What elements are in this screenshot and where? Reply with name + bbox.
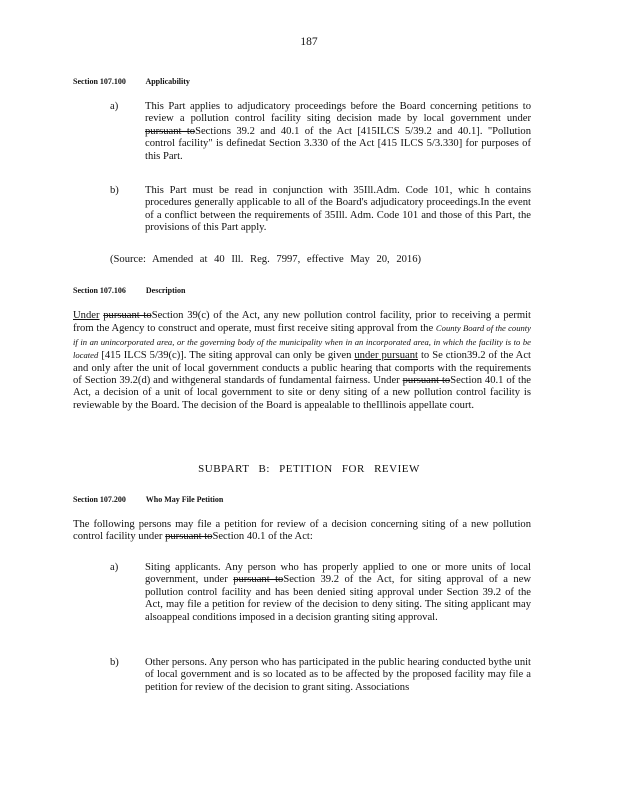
section-title: Who May File Petition xyxy=(145,495,224,504)
inserted-text: under pursuant xyxy=(354,350,418,362)
page-number: 187 xyxy=(300,36,318,48)
section-heading-107-100 xyxy=(73,76,208,88)
quoted-statute-text: County Board of the county if in an unincorporated area, or the governing body of the municipality when in an incorporated area, in which the facility is to be located xyxy=(73,323,531,361)
source-note: (Source: Amended at 40 Ill. Reg. 7997, effective May 20, 2016) xyxy=(110,254,422,265)
description-paragraph: Under pursuant toSection 39(c) of the Act, any new pollution control facility, prior to receiving a permit from the Agency to construct and operate, must first receive siting approval from the County Board of the county if in an unincorporated area, or the governing body of the municipality when in an incorporated area, in which the facility is to be located [415 ILCS 5/39(c)]. The siting approval can only be given under pursuant to Se ction39.2 of the Act and only after the unit of local government conducts a public hearing that comports with the requirements of Section 39.2(d) and withgeneral standards of fundamental fairness. Under pursuant toSection 40.1 of the Act, a decision of a unit of local government to site or deny siting of a new pollution control facility is reviewable by the Board. The decision of the Board is appealable to theIllinois appellate court. xyxy=(73,310,532,411)
other-persons-paragraph: Other persons. Any person who has participated in the public hearing conducted bythe unit of local government and is so located as to be affected by the proposed facility may file a petition for review of the decision to grant siting. Associations xyxy=(145,657,531,693)
section-number: Section 107.200 xyxy=(73,495,126,504)
inserted-text: Under xyxy=(73,310,100,321)
deleted-text: pursuant to xyxy=(402,375,451,387)
section-heading-107-200 xyxy=(73,494,241,506)
item-label-b: b) xyxy=(110,185,119,196)
applicability-paragraph-b: This Part must be read in conjunction with 35Ill.Adm. Code 101, whic h contains procedures generally applicable to all of the Board's adjudicatory proceedings.In the event of a conflict between the requirements of 35Ill. Adm. Code 101 and those of this Part, the provisions of this Part apply. xyxy=(145,185,531,234)
section-title: Applicability xyxy=(145,77,190,86)
applicability-paragraph-a: This Part applies to adjudicatory proceedings before the Board concerning petitions to review a pollution control facility siting decision made by local government under pursuant toSections 39.2 and 40.1 of the Act [415ILCS 5/39.2 and 40.1]. "Pollution control facility" is definedat Section 3.330 of the Act [415 ILCS 5/3.330] for purposes of this Part. xyxy=(145,101,531,162)
who-may-file-intro: The following persons may file a petition for review of a decision concerning siting of a new pollution control facility under pursuant toSection 40.1 of the Act: xyxy=(73,519,531,543)
deleted-text: pursuant to xyxy=(103,310,152,321)
subpart-heading: SUBPART B: PETITION FOR REVIEW xyxy=(198,463,420,475)
deleted-text: pursuant to xyxy=(165,531,213,543)
item-label-a: a) xyxy=(110,562,119,573)
section-heading-107-106 xyxy=(73,285,203,297)
section-title: Description xyxy=(145,286,186,295)
deleted-text: pursuant to xyxy=(233,574,284,586)
item-label-b: b) xyxy=(110,657,119,668)
deleted-text: pursuant to xyxy=(145,125,196,137)
section-number: Section 107.106 xyxy=(73,286,126,295)
item-label-a: a) xyxy=(110,101,119,112)
siting-applicants-paragraph: Siting applicants. Any person who has properly applied to one or more units of local government, under pursuant toSection 39.2 of the Act, for siting approval of a new pollution control facility and has been denied siting approval under Section 39.2 of the Act, may file a petition for review of the decision to deny siting. The siting applicant may alsoappeal conditions imposed in a decision granting siting approval. xyxy=(145,562,531,623)
section-number: Section 107.100 xyxy=(73,77,126,86)
